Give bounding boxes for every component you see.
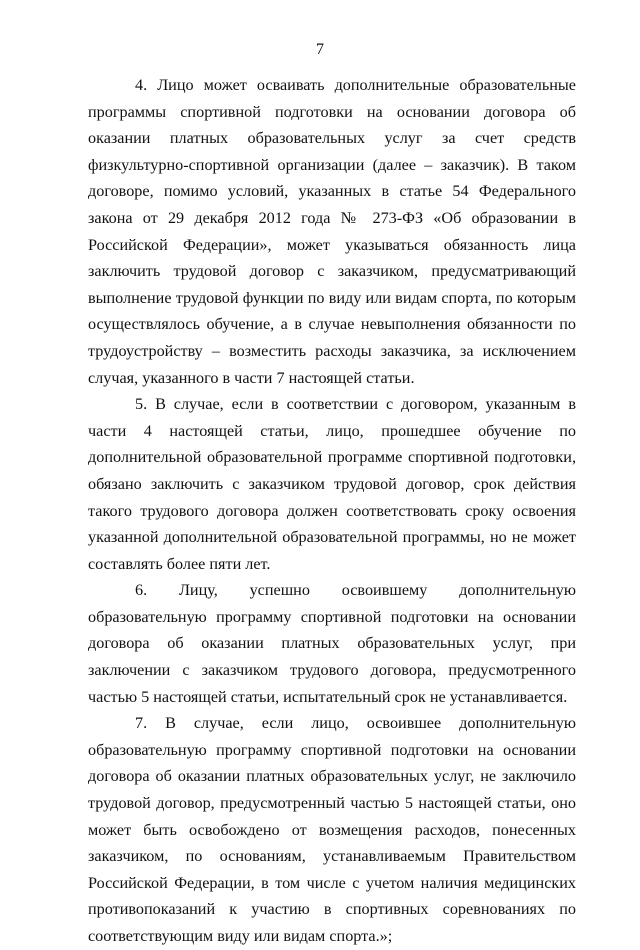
paragraph-part-4: 4. Лицо может осваивать дополнительные образовательные программы спортивной подготовки на основании договора об оказании платных образовательных услуг за счет средств физкультурно-спортивной организации (далее – заказчик). В таком договоре, помимо условий, указанных в статье 54 Федерального закона от 29 декабря 2012 года № 273-ФЗ «Об образовании в Российской Федерации», может указываться обязанность лица заключить трудовой договор с заказчиком, предусматривающий выполнение трудовой функции по виду или видам спорта, по которым осуществлялось обучение, а в случае невыполнения обязанности по трудоустройству – возместить расходы заказчика, за исключением случая, указанного в части 7 настоящей статьи.: [88, 76, 576, 387]
document-body: [88, 72, 576, 950]
page-number: 7: [316, 41, 324, 58]
paragraph-part-6: 6. Лицу, успешно освоившему дополнительную образовательную программу спортивной подготовки на основании договора об оказании платных образовательных услуг, при заключении с заказчиком трудового договора, предусмотренного частью 5 настоящей статьи, испытательный срок не устанавливается.: [88, 581, 576, 706]
paragraph-part-7: 7. В случае, если лицо, освоившее дополнительную образовательную программу спортивной подготовки на основании договора об оказании платных образовательных услуг, не заключило трудовой договор, предусмотренный частью 5 настоящей статьи, оно может быть освобождено от возмещения расходов, понесенных заказчиком, по основаниям, устанавливаемым Правительством Российской Федерации, в том числе с учетом наличия медицинских противопоказаний к участию в спортивных соревнованиях по соответствующим виду или видам спорта.»;: [88, 714, 576, 945]
paragraph-part-5: 5. В случае, если в соответствии с договором, указанным в части 4 настоящей статьи, лицо, прошедшее обучение по дополнительной образовательной программе спортивной подготовки, обязано заключить с заказчиком трудовой договор, срок действия такого трудового договора должен соответствовать сроку освоения указанной дополнительной образовательной программы, но не может составлять более пяти лет.: [88, 395, 576, 573]
